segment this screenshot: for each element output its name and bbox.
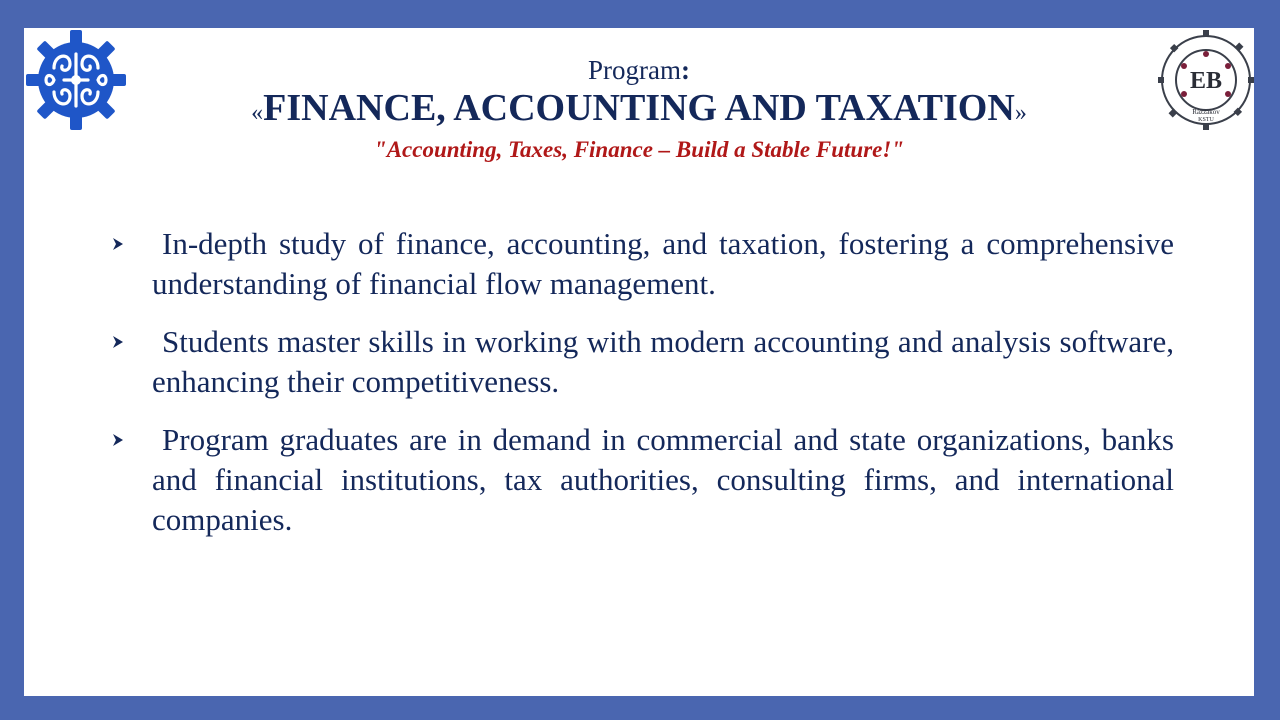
svg-text:Razzakov: Razzakov — [1192, 108, 1220, 116]
bullet-list — [108, 224, 1174, 558]
svg-text:EB: EB — [1189, 68, 1223, 94]
arrowhead-bullet-icon — [108, 322, 128, 362]
open-quote: « — [251, 100, 264, 126]
slide — [24, 28, 1254, 696]
program-title — [144, 86, 1134, 135]
bullet-text: Students master skills in working with modern accounting and analysis software, enhancing their competitiveness. — [152, 324, 1174, 399]
program-tagline: "Accounting, Taxes, Finance – Build a Stable Future!" — [373, 137, 905, 162]
bullet-item — [108, 224, 1174, 304]
program-title-text: FINANCE, ACCOUNTING AND TAXATION — [263, 87, 1015, 129]
school-seal-logo — [1158, 30, 1254, 130]
bullet-item — [108, 322, 1174, 402]
program-colon: : — [680, 55, 690, 85]
bullet-text: In-depth study of finance, accounting, and taxation, fostering a comprehensive understanding of financial flow management. — [152, 226, 1174, 301]
arrowhead-bullet-icon — [108, 224, 128, 264]
bullet-item — [108, 420, 1174, 540]
bullet-text: Program graduates are in demand in commercial and state organizations, banks and financial institutions, tax authorities, consulting firms, and international companies. — [152, 422, 1174, 537]
university-gear-logo — [24, 28, 128, 132]
program-label: Program — [588, 55, 681, 85]
slide-header — [144, 54, 1134, 165]
arrowhead-bullet-icon — [108, 420, 128, 460]
close-quote: » — [1014, 100, 1027, 126]
svg-text:KSTU: KSTU — [1198, 117, 1214, 123]
program-label-line — [144, 54, 1134, 86]
